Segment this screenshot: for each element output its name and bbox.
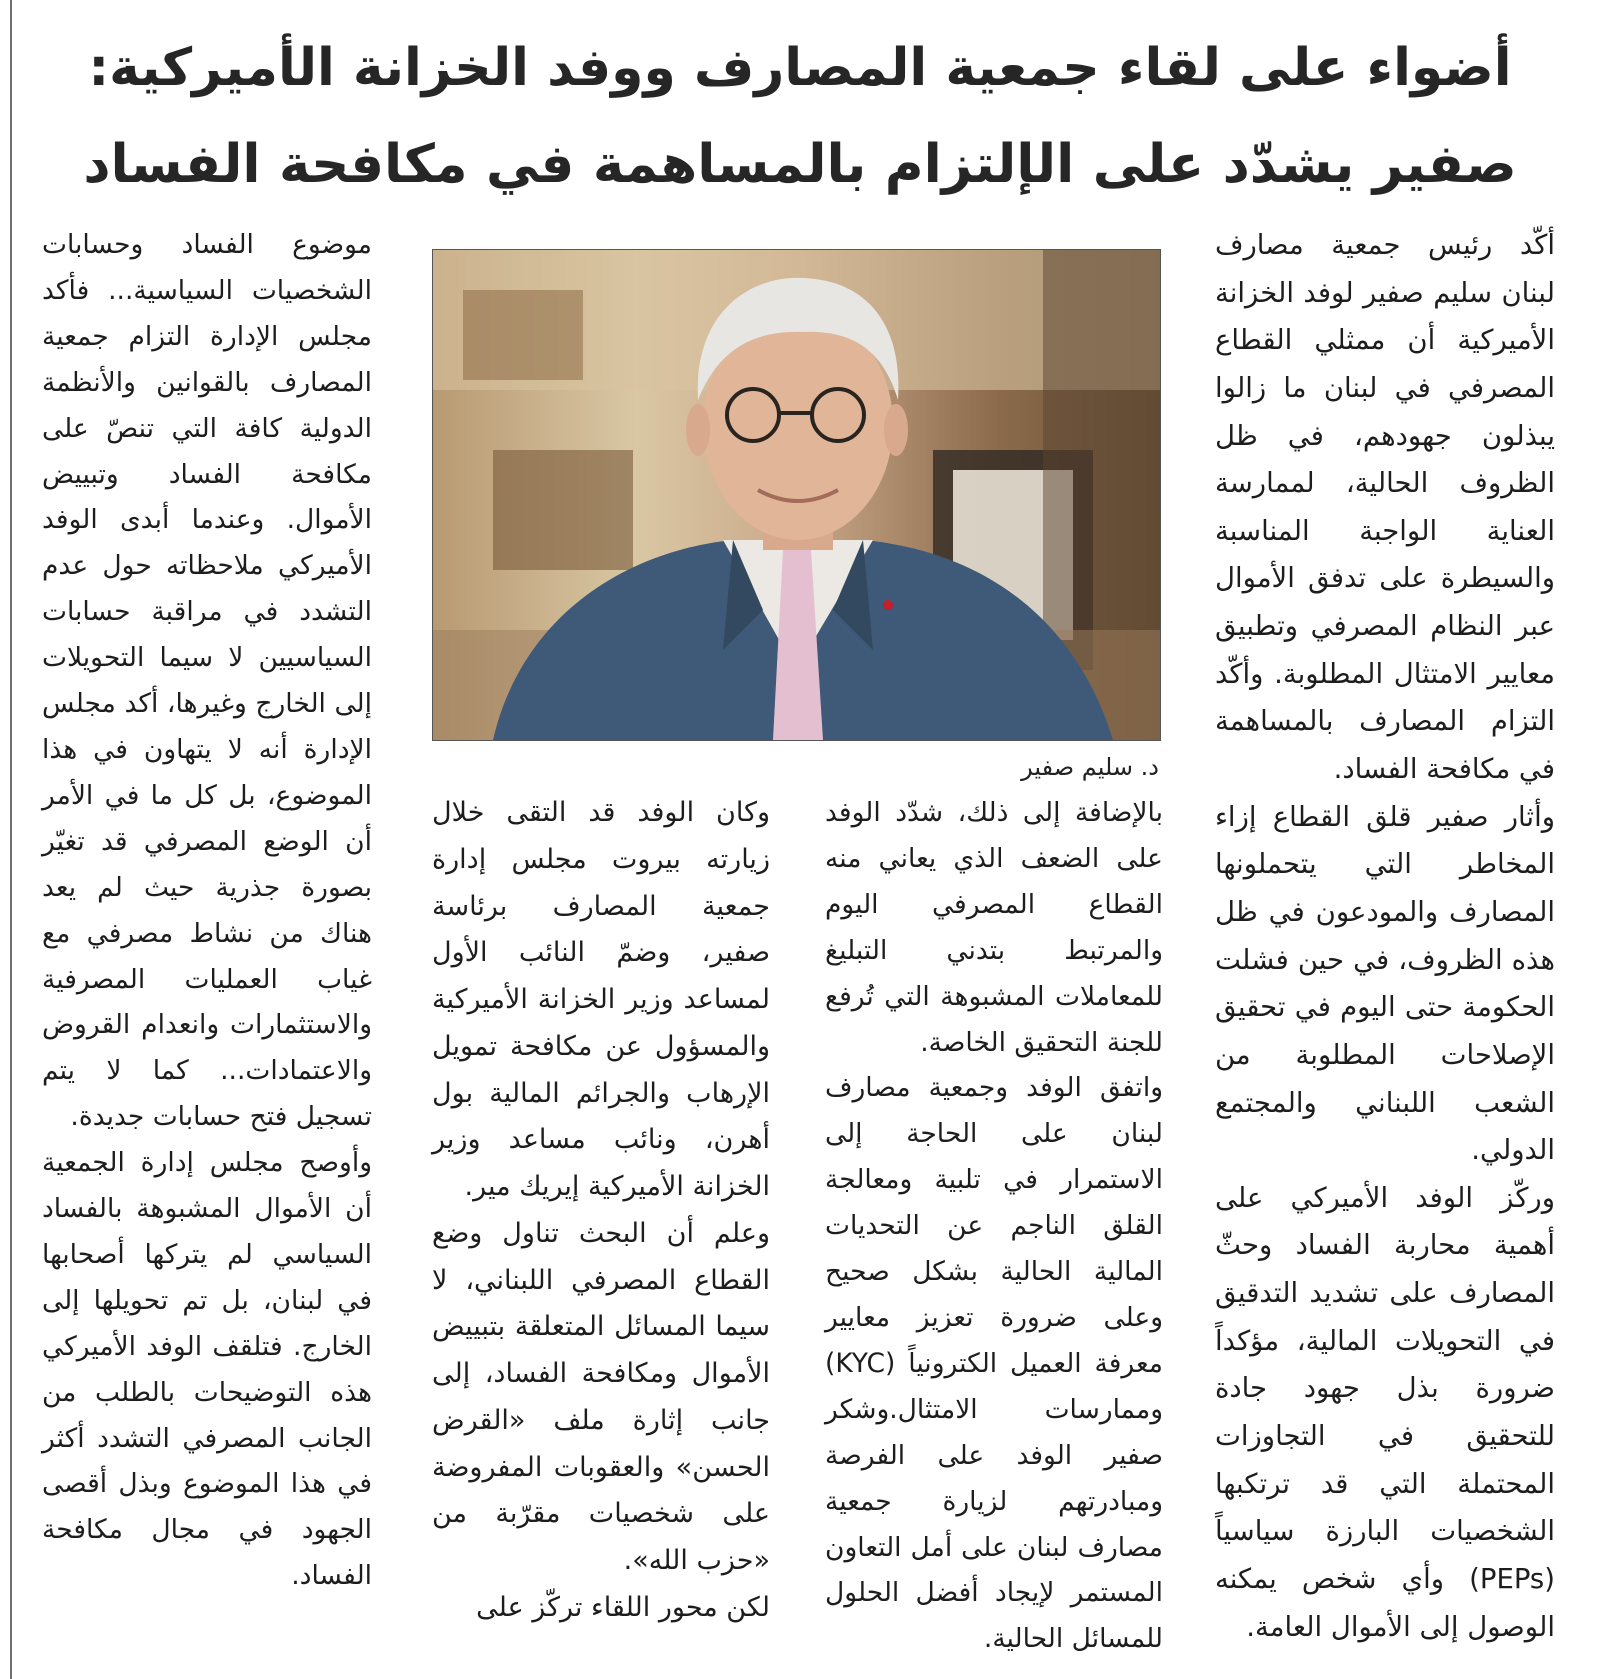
paragraph: بالإضافة إلى ذلك، شدّد الوفد على الضعف الذي يعاني منه القطاع المصرفي اليوم والمرتبط بتدني التبليغ للمعاملات المشبوهة التي تُرفع للجنة التحقيق الخاصة. [825, 797, 1163, 1058]
article-column-1 [1215, 222, 1555, 1651]
portrait-illustration [433, 250, 1160, 740]
paragraph: وركّز الوفد الأميركي على أهمية محاربة الفساد وحثّ المصارف على تشديد التدقيق في التحويلات المالية، مؤكداً ضرورة بذل جهود جادة للتحقيق في التجاوزات المحتملة التي قد ترتكبها الشخصيات البارزة سياسياً (PEPs) وأي شخص يمكنه الوصول إلى الأموال العامة. [1215, 1181, 1555, 1643]
portrait-photo [432, 249, 1161, 741]
headline-line-2: صفير يشدّد على الإلتزام بالمساهمة في مكافحة الفساد [83, 134, 1517, 195]
photo-caption: د. سليم صفير [1021, 753, 1159, 781]
article-column-4 [42, 222, 372, 1599]
article-column-2 [825, 790, 1163, 1662]
paragraph: وأوصح مجلس إدارة الجمعية أن الأموال المشبوهة بالفساد السياسي لم يتركها أصحابها في لبنان، بل تم تحويلها إلى الخارج. فتلقف الوفد الأميركي هذه التوضيحات بالطلب من الجانب المصرفي التشدد أكثر في هذا الموضوع وبذل أقصى الجهود في مجال مكافحة الفساد. [42, 1147, 372, 1592]
paragraph: وعلم أن البحث تناول وضع القطاع المصرفي اللبناني، لا سيما المسائل المتعلقة بتبييض الأموال ومكافحة الفساد، إلى جانب إثارة ملف «القرض الحسن» والعقوبات المفروضة على شخصيات مقرّبة من «حزب الله». [432, 1217, 770, 1577]
headline-line-1: أضواء على لقاء جمعية المصارف ووفد الخزانة الأميركية: [88, 38, 1512, 98]
paragraph: أكّد رئيس جمعية مصارف لبنان سليم صفير لوفد الخزانة الأميركية أن ممثلي القطاع المصرفي في لبنان ما زالوا يبذلون جهودهم، في ظل الظروف الحالية، لممارسة العناية الواجبة المناسبة والسيطرة على تدفق الأموال عبر النظام المصرفي وتطبيق معايير الامتثال المطلوبة. وأكّد التزام المصارف بالمساهمة في مكافحة الفساد. [1215, 229, 1555, 786]
page-left-rule [0, 0, 12, 1679]
paragraph: لكن محور اللقاء تركّز على [476, 1592, 770, 1624]
paragraph: واتفق الوفد وجمعية مصارف لبنان على الحاجة إلى الاستمرار في تلبية ومعالجة القلق الناجم عن التحديات المالية الحالية بشكل صحيح وعلى ضرورة تعزيز معايير معرفة العميل الكترونياً (KYC) وممارسات الامتثال.وشكر صفير الوفد على الفرصة ومبادرتهم لزيارة جمعية مصارف لبنان على أمل التعاون المستمر لإيجاد أفضل الحلول للمسائل الحالية. [825, 1072, 1163, 1655]
paragraph: موضوع الفساد وحسابات الشخصيات السياسية... فأكد مجلس الإدارة التزام جمعية المصارف بالقوانين والأنظمة الدولية كافة التي تنصّ على مكافحة الفساد وتبييض الأموال. وعندما أبدى الوفد الأميركي ملاحظاته حول عدم التشدد في مراقبة حسابات السياسيين لا سيما التحويلات إلى الخارج وغيرها، أكد مجلس الإدارة أنه لا يتهاون في هذا الموضوع، بل كل ما في الأمر أن الوضع المصرفي قد تغيّر بصورة جذرية حيث لم يعد هناك من نشاط مصرفي مع غياب العمليات المصرفية والاستثمارات وانعدام القروض والاعتمادات... كما لا يتم تسجيل فتح حسابات جديدة. [42, 229, 372, 1133]
paragraph: وأثار صفير قلق القطاع إزاء المخاطر التي يتحملونها المصارف والمودعون في ظل هذه الظروف، في حين فشلت الحكومة حتى اليوم في تحقيق الإصلاحات المطلوبة من الشعب اللبناني والمجتمع الدولي. [1215, 800, 1555, 1167]
article-column-3 [432, 790, 770, 1632]
paragraph: وكان الوفد قد التقى خلال زيارته بيروت مجلس إدارة جمعية المصارف برئاسة صفير، وضمّ النائب الأول لمساعد وزير الخزانة الأميركية والمسؤول عن مكافحة تمويل الإرهاب والجرائم المالية بول أهرن، ونائب مساعد وزير الخزانة الأميركية إيريك مير. [432, 797, 770, 1203]
